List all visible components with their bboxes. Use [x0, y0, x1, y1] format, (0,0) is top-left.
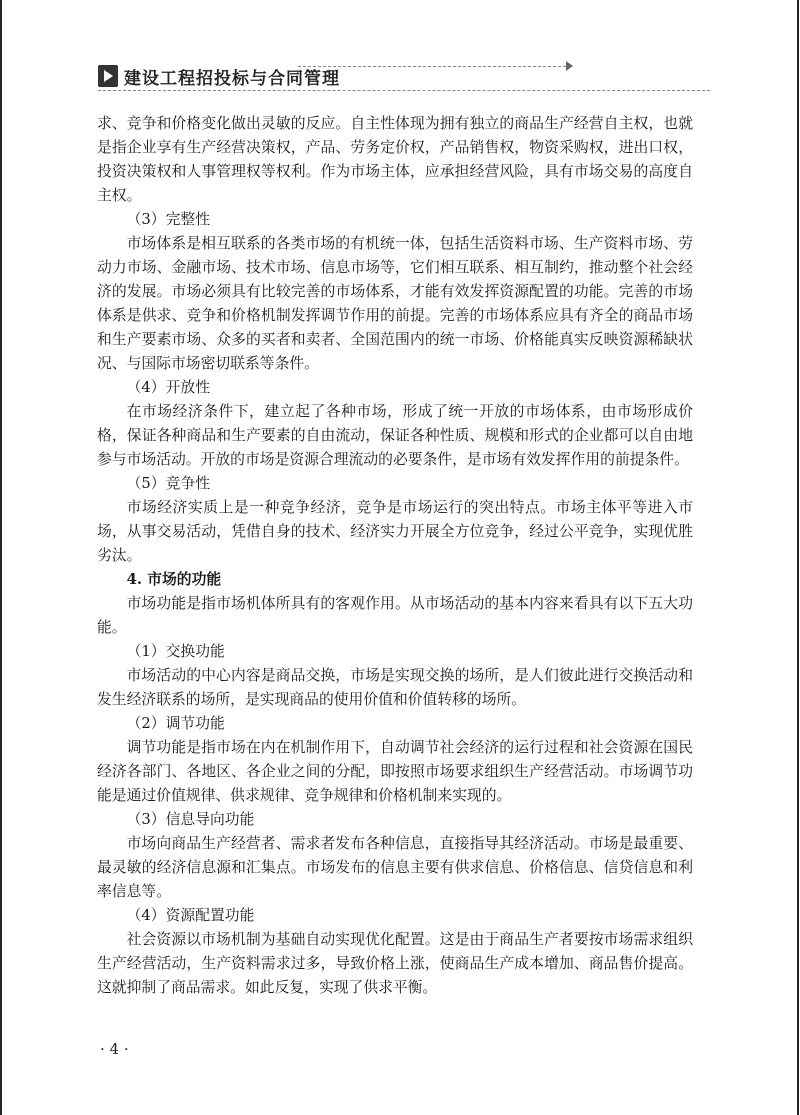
- paragraph-exchange-function: 市场活动的中心内容是商品交换，市场是实现交换的场所，是人们彼此进行交换活动和发生经济联系的场所，是实现商品的使用价值和价值转移的场所。: [97, 667, 693, 708]
- book-title: 建设工程招投标与合同管理: [124, 69, 340, 89]
- heading-regulation-function: （2）调节功能: [126, 715, 225, 732]
- paragraph-completeness: 市场体系是相互联系的各类市场的有机统一体，包括生活资料市场、生产资料市场、劳动力市场、金融市场、技术市场、信息市场等，它们相互联系、相互制约，推动整个社会经济的发展。市场必须具有比较完善的市场体系，才能有效发挥资源配置的功能。完善的市场体系是供求、竞争和价格机制发挥调节作用的前提。完善的市场体系应具有齐全的商品市场和生产要素市场、众多的买者和卖者、全国范围内的统一市场、价格能真实反映资源稀缺状况、与国际市场密切联系等条件。: [97, 235, 693, 372]
- paragraph-openness: 在市场经济条件下，建立起了各种市场，形成了统一开放的市场体系，由市场形成价格，保证各种商品和生产要素的自由流动，保证各种性质、规模和形式的企业都可以自由地参与市场活动。开放的市场是资源合理流动的必要条件，是市场有效发挥作用的前提条件。: [97, 403, 693, 468]
- heading-exchange-function: （1）交换功能: [126, 643, 225, 660]
- running-header: [98, 62, 710, 92]
- play-triangle-icon: [98, 65, 118, 87]
- paragraph-regulation-function: 调节功能是指市场在内在机制作用下，自动调节社会经济的运行过程和社会资源在国民经济各部门、各地区、各企业之间的分配，即按照市场要求组织生产经营活动。市场调节功能是通过价值规律、供求规律、竞争规律和价格机制来实现的。: [97, 739, 693, 804]
- header-dashed-line-top: [298, 66, 566, 67]
- heading-competitiveness: （5）竞争性: [126, 475, 210, 492]
- paragraph-autonomy: 求、竞争和价格变化做出灵敏的反应。自主性体现为拥有独立的商品生产经营自主权，也就是指企业享有生产经营决策权，产品、劳务定价权，产品销售权，物资采购权，进出口权，投资决策权和人事管理权等权利。作为市场主体，应承担经营风险，具有市场交易的高度自主权。: [97, 115, 693, 204]
- heading-resource-allocation: （4）资源配置功能: [126, 907, 255, 924]
- header-dashed-line-bottom: [98, 90, 710, 91]
- heading-completeness: （3）完整性: [126, 211, 210, 228]
- paragraph-market-functions: 市场功能是指市场机体所具有的客观作用。从市场活动的基本内容来看具有以下五大功能。: [97, 595, 693, 636]
- paragraph-information-function: 市场向商品生产经营者、需求者发布各种信息，直接指导其经济活动。市场是最重要、最灵敏的经济信息源和汇集点。市场发布的信息主要有供求信息、价格信息、信贷信息和利率信息等。: [97, 835, 693, 900]
- section-heading-market-functions: 4. 市场的功能: [126, 571, 222, 588]
- page-number: · 4 ·: [100, 1040, 129, 1058]
- paragraph-competitiveness: 市场经济实质上是一种竞争经济，竞争是市场运行的突出特点。市场主体平等进入市场，从事交易活动，凭借自身的技术、经济实力开展全方位竞争，经过公平竞争，实现优胜劣汰。: [97, 499, 693, 564]
- paragraph-resource-allocation: 社会资源以市场机制为基础自动实现优化配置。这是由于商品生产者要按市场需求组织生产经营活动，生产资料需求过多，导致价格上涨，使商品生产成本增加、商品售价提高。这就抑制了商品需求。如此反复，实现了供求平衡。: [97, 931, 693, 996]
- page-body: [97, 112, 693, 1000]
- heading-openness: （4）开放性: [126, 379, 210, 396]
- arrow-right-icon: [566, 61, 573, 71]
- heading-information-function: （3）信息导向功能: [126, 811, 255, 828]
- page-border-right: [797, 0, 799, 1115]
- page-border-left: [0, 0, 2, 1115]
